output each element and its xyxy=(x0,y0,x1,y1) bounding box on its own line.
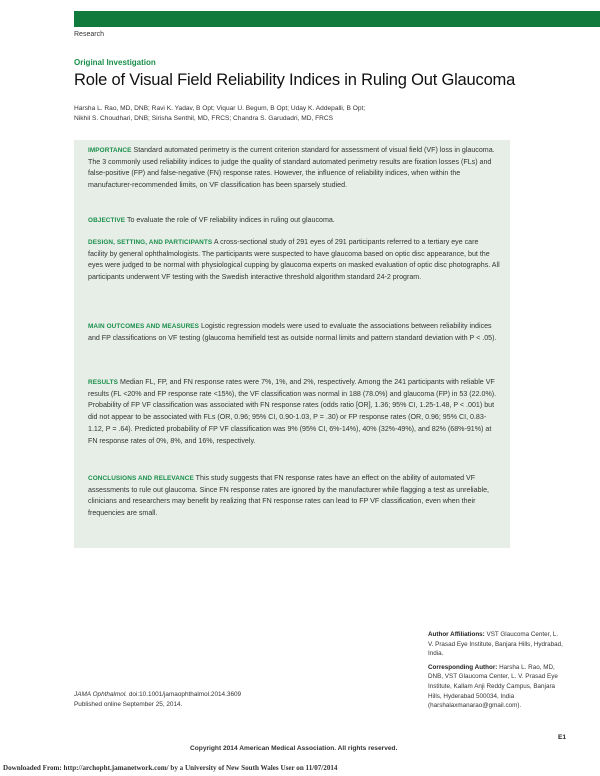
objective-text: To evaluate the role of VF reliability indices in ruling out glaucoma. xyxy=(126,216,335,224)
abstract-objective xyxy=(88,215,500,227)
section-label-outcomes: MAIN OUTCOMES AND MEASURES xyxy=(88,323,200,330)
article-title: Role of Visual Field Reliability Indices in Ruling Out Glaucoma xyxy=(74,71,516,89)
section-label-importance: IMPORTANCE xyxy=(88,147,132,154)
results-text: Median FL, FP, and FN response rates were 7%, 1%, and 2%, respectively. Among the 241 participants with reliable VF results (FL <20% and FP response rate <15%), the VF classification was normal in 188 (78.0%) and glaucoma (FP) in 53 (22.0%). Probability of FP VF classification was associated with FN response rates (odds ratio [OR], 1.36; 95% CI, 1.25-1.48, P < .001) but did not appear to be associated with FLs (OR, 0.96; 95% CI, 0.90-1.03, P = .30) or FP response rates (OR, 0.96; 95% CI, 0.83-1.12, P = .64). Predicted probability of FP VF classification was 9% (95% CI, 6%-14%), 40% (32%-49%), and 82% (68%-91%) at FN response rates of 0%, 8%, and 16%, respectively. xyxy=(88,378,497,445)
copyright-notice: Copyright 2014 American Medical Association. All rights reserved. xyxy=(190,745,398,752)
journal-name: JAMA Ophthalmol. xyxy=(74,691,128,698)
section-label: Research xyxy=(74,31,104,38)
outcomes-text: Logistic regression models were used to evaluate the associations between reliability indices and FP classifications on VF testing (glaucoma hemifield test as outside normal limits and pattern standard deviation with P < .05). xyxy=(88,322,497,342)
author-line: Harsha L. Rao, MD, DNB; Ravi K. Yadav, B Opt; Viquar U. Begum, B Opt; Uday K. Addepalli, B Opt; xyxy=(74,105,366,112)
abstract-box xyxy=(74,140,510,548)
affiliations-text: VST Glaucoma Center, L. V. Prasad Eye Institute, Banjara Hills, Hydrabad, India. xyxy=(428,631,563,658)
page-number: E1 xyxy=(558,734,567,741)
download-notice: Downloaded From: http://archopht.jamanetwork.com/ by a University of New South Wales User on 11/07/2014 xyxy=(3,764,338,772)
citation-line xyxy=(74,690,241,700)
citation-block xyxy=(74,690,241,710)
author-line: Nikhil S. Choudhari, DNB; Sirisha Senthil, MD, FRCS; Chandra S. Garudadri, MD, FRCS xyxy=(74,115,334,122)
affiliations-label: Author Affiliations: xyxy=(428,631,485,638)
importance-text: Standard automated perimetry is the current criterion standard for assessment of visual field (VF) loss in glaucoma. The 3 commonly used reliability indices to judge the quality of standard automated perimetry results are fixation losses (FLs) and false-positive (FP) and false-negative (FN) response rates. However, the influence of reliability indices, when within the manufacturer-recommended limits, on VF classification has been sparsely studied. xyxy=(88,146,495,190)
section-label-design: DESIGN, SETTING, AND PARTICIPANTS xyxy=(88,239,213,246)
abstract-importance xyxy=(88,145,500,192)
abstract-results xyxy=(88,377,500,447)
conclusions-text: This study suggests that FN response rates have an effect on the ability of automated VF assessments to rule out glaucoma. Since FN response rates are ignored by the manufacturer while flagging a test as unreliable, clinicians and researchers may benefit by realizing that FN response rates can lead to FP VF classification, even when their frequencies are small. xyxy=(88,474,490,518)
corresponding-author xyxy=(428,663,564,711)
journal-header-bar xyxy=(74,11,600,27)
article-type: Original Investigation xyxy=(74,58,156,67)
corresponding-text: Harsha L. Rao, MD, DNB, VST Glaucoma Center, L. V. Prasad Eye Institute, Kallam Anji Reddy Campus, Banjara Hills, Hyderabad 500034, India (harshalaxmanarao@gmail.com). xyxy=(428,663,558,710)
abstract-conclusions xyxy=(88,473,500,520)
section-label-objective: OBJECTIVE xyxy=(88,217,126,224)
author-affiliations xyxy=(428,630,564,659)
section-label-results: RESULTS xyxy=(88,379,119,386)
author-info-sidebar xyxy=(428,630,564,715)
doi-link[interactable]: doi:10.1001/jamaophthalmol.2014.3609 xyxy=(128,691,242,698)
design-text: A cross-sectional study of 291 eyes of 291 participants referred to a tertiary eye care facility by general ophthalmologists. The participants were suspected to have glaucoma based on optic disc appearance, but the eyes were judged to be normal with physiological cupping by glaucoma experts on masked evaluation of optic disc photographs. All participants underwent VF testing with the Swedish interactive threshold algorithm standard 24-2 program. xyxy=(88,238,500,282)
abstract-design xyxy=(88,237,500,284)
corresponding-label: Corresponding Author: xyxy=(428,663,498,671)
author-list xyxy=(74,104,504,124)
publication-date: Published online September 25, 2014. xyxy=(74,701,183,708)
section-label-conclusions: CONCLUSIONS AND RELEVANCE xyxy=(88,475,194,482)
abstract-outcomes xyxy=(88,321,500,344)
